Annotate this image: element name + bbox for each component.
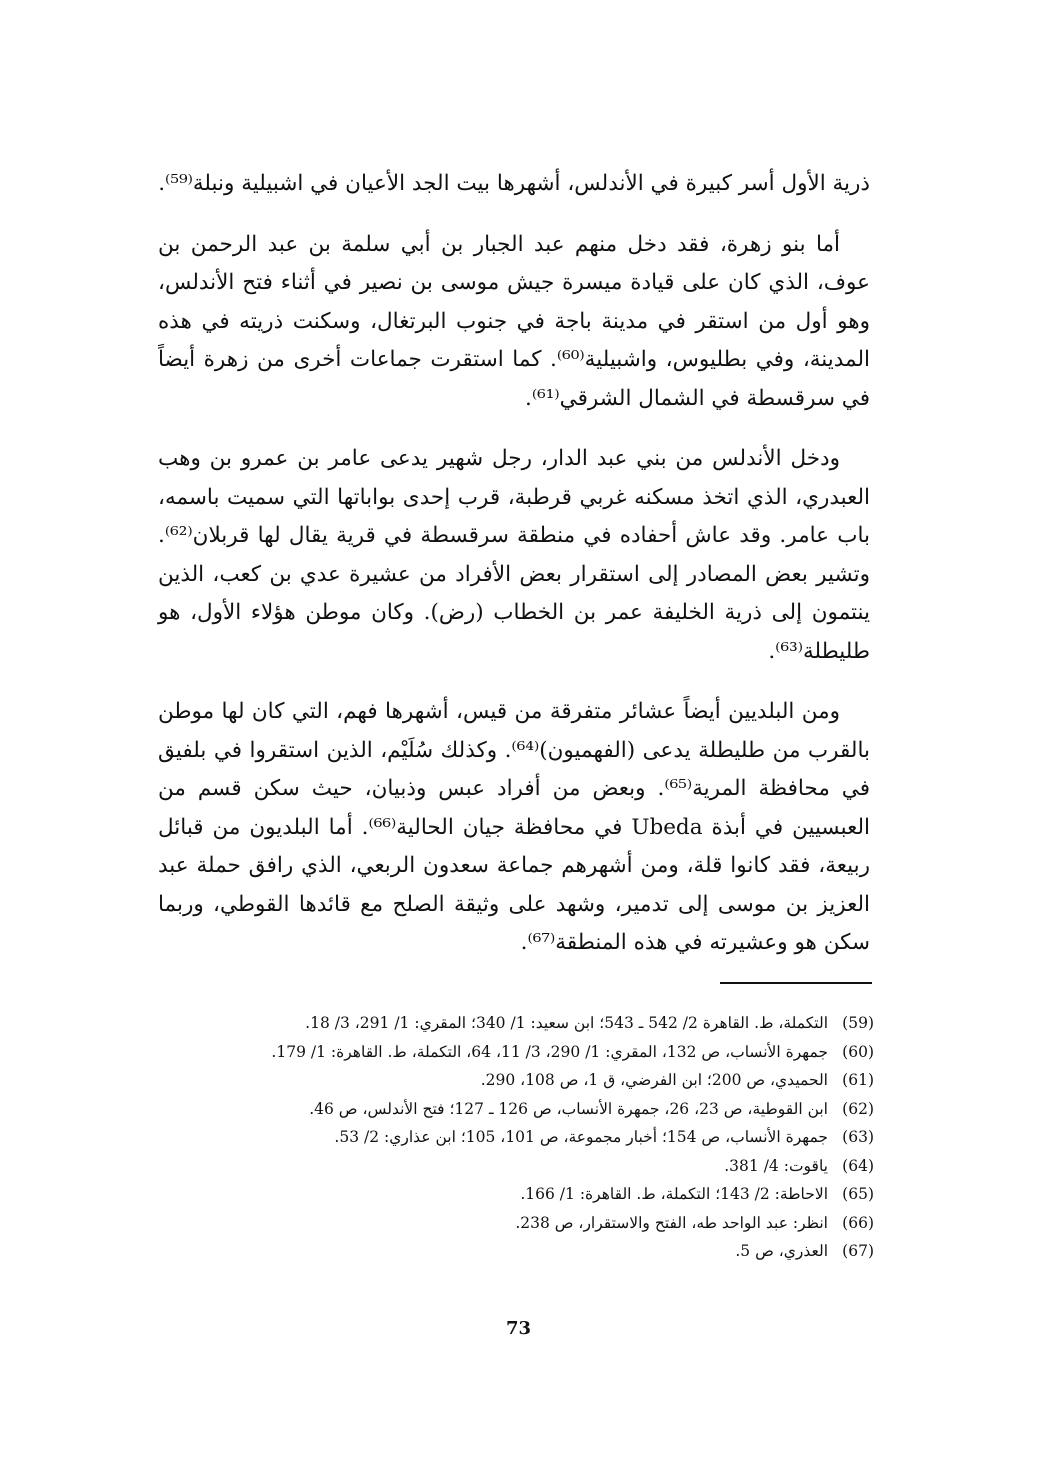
footnote-number: (60): [842, 1042, 874, 1061]
footnote-text: جمهرة الأنساب، ص 154؛ أخبار مجموعة، ص 101، 105؛ ابن عذاري: 2/ 53.: [334, 1128, 828, 1146]
footnote-63: [160, 1123, 874, 1152]
footnote-60: [160, 1038, 874, 1067]
footnote-66: [160, 1209, 874, 1238]
footnote-text: التكملة، ط. القاهرة 2/ 542 ـ 543؛ ابن سعيد: 1/ 340؛ المقري: 1/ 291، 3/ 18.: [305, 1014, 828, 1032]
footnote-text: انظر: عبد الواحد طه، الفتح والاستقرار، ص 238.: [515, 1213, 828, 1232]
footnote-number: (63): [842, 1128, 874, 1146]
footnote-67: [160, 1237, 874, 1266]
footnote-number: (66): [842, 1213, 874, 1232]
footnote-divider: [720, 982, 872, 984]
footnote-64: [160, 1152, 874, 1181]
footnote-number: (67): [842, 1242, 874, 1260]
main-text: [158, 165, 870, 985]
footnote-number: (59): [842, 1014, 874, 1032]
footnote-61: [160, 1066, 874, 1095]
footnotes: [160, 1009, 874, 1266]
footnote-number: (62): [842, 1099, 874, 1118]
footnote-number: (61): [842, 1071, 874, 1089]
footnote-text: ياقوت: 4/ 381.: [724, 1156, 828, 1175]
footnote-text: جمهرة الأنساب، ص 132، المقري: 1/ 290، 3/ 11، 64، التكملة، ط. القاهرة: 1/ 179.: [271, 1042, 828, 1061]
footnote-number: (64): [842, 1156, 874, 1175]
paragraph-2: أما بنو زهرة، فقد دخل منهم عبد الجبار بن أبي سلمة بن عبد الرحمن بن عوف، الذي كان على قيادة ميسرة جيش موسى بن نصير في أثناء فتح الأندلس، وهو أول من استقر في مدينة باجة في جنوب البرتغال، وسكنت ذريته في هذه المدينة، وفي بطليوس، واشبيلية⁽⁶⁰⁾. كما استقرت جماعات أخرى من زهرة أيضاً في سرقسطة في الشمال الشرقي⁽⁶¹⁾.: [158, 231, 870, 411]
paragraph-1: ذرية الأول أسر كبيرة في الأندلس، أشهرها بيت الجد الأعيان في اشبيلية ونبلة⁽⁵⁹⁾.: [158, 171, 870, 196]
footnote-number: (65): [842, 1185, 874, 1203]
footnote-text: العذري، ص 5.: [735, 1242, 828, 1260]
footnote-59: [160, 1009, 874, 1038]
footnote-text: ابن القوطية، ص 23، 26، جمهرة الأنساب، ص 126 ـ 127؛ فتح الأندلس، ص 46.: [309, 1099, 828, 1118]
paragraph-4: ومن البلديين أيضاً عشائر متفرقة من قيس، أشهرها فهم، التي كان لها موطن بالقرب من طليطلة يدعى (الفهميون)⁽⁶⁴⁾. وكذلك سُلَيْم، الذين استقروا في بلفيق في محافظة المرية⁽⁶⁵⁾. وبعض من أفراد عبس وذبيان، حيث سكن قسم من العبسيين في أبذة Ubeda في محافظة جيان الحالية⁽⁶⁶⁾. أما البلديون من قبائل ربيعة، فقد كانوا قلة، ومن أشهرهم جماعة سعدون الربعي، الذي رافق حملة عبد العزيز بن موسى إلى تدمير، وشهد على وثيقة الصلح مع قائدها القوطي، وربما سكن هو وعشيرته في هذه المنطقة⁽⁶⁷⁾.: [158, 699, 870, 955]
page-number: 73: [505, 1318, 532, 1339]
paragraph-3: ودخل الأندلس من بني عبد الدار، رجل شهير يدعى عامر بن عمرو بن وهب العبدري، الذي اتخذ مسكنه غربي قرطبة، قرب إحدى بواباتها التي سميت باسمه، باب عامر. وقد عاش أحفاده في منطقة سرقسطة في قرية يقال لها قربلان⁽⁶²⁾. وتشير بعض المصادر إلى استقرار بعض الأفراد من عشيرة عدي بن كعب، الذين ينتمون إلى ذرية الخليفة عمر بن الخطاب (رض). وكان موطن هؤلاء الأول، هو طليطلة⁽⁶³⁾.: [158, 446, 870, 664]
footnote-text: الحميدي، ص 200؛ ابن الفرضي، ق 1، ص 108، 290.: [480, 1071, 828, 1089]
footnote-62: [160, 1095, 874, 1124]
footnote-text: الاحاطة: 2/ 143؛ التكملة، ط. القاهرة: 1/ 166.: [520, 1185, 828, 1203]
footnote-65: [160, 1180, 874, 1209]
